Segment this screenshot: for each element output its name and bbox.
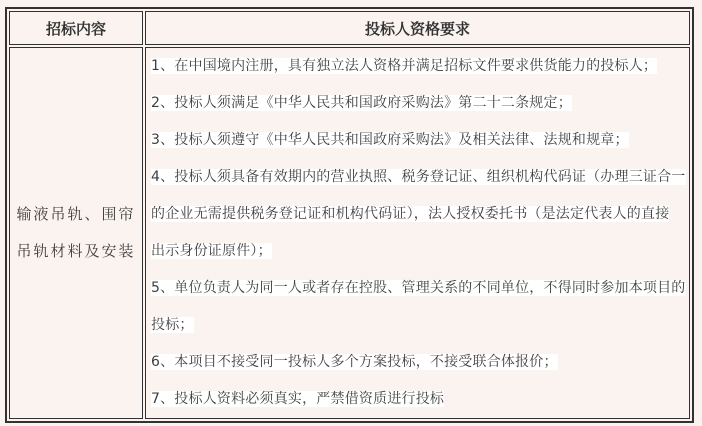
tender-requirements-table — [5, 7, 694, 423]
requirement-line-text: 2、投标人须满足《中华人民共和国政府采购法》第二十二条规定； — [151, 95, 572, 111]
requirement-line — [151, 85, 689, 122]
header-bidder-qualification-requirements: 投标人资格要求 — [145, 11, 690, 45]
requirement-line-text: 出示身份证原件）； — [151, 243, 272, 259]
bidding-content-line: 吊轨材料及安装 — [16, 242, 136, 260]
requirement-line-text: 6、本项目不接受同一投标人多个方案投标，不接受联合体报价； — [151, 354, 558, 370]
requirement-line — [151, 307, 689, 344]
table-body-row — [9, 47, 690, 419]
requirement-line — [151, 159, 689, 196]
requirement-line-text: 投标； — [151, 317, 194, 333]
requirement-line — [151, 48, 689, 85]
requirement-line — [151, 122, 689, 159]
bidding-content-line: 输液吊轨、围帘 — [16, 205, 136, 223]
requirement-line-text: 7、投标人资料必须真实，严禁借资质进行投标 — [151, 391, 445, 407]
cell-qualification-requirements — [145, 47, 690, 419]
header-bidding-content: 招标内容 — [9, 11, 143, 45]
requirement-line-text: 3、投标人须遵守《中华人民共和国政府采购法》及相关法律、法规和规章； — [151, 132, 629, 148]
requirement-line-text: 1、在中国境内注册，具有独立法人资格并满足招标文件要求供货能力的投标人； — [151, 58, 658, 74]
table-header-row — [9, 11, 690, 45]
requirement-line-text: 5、单位负责人为同一人或者存在控股、管理关系的不同单位，不得同时参加本项目的 — [151, 280, 686, 296]
requirement-line — [151, 381, 689, 418]
requirement-line — [151, 196, 689, 233]
requirement-line-text: 的企业无需提供税务登记证和机构代码证），法人授权委托书（是法定代表人的直接 — [151, 206, 670, 222]
cell-bidding-content — [9, 47, 143, 419]
requirement-line — [151, 344, 689, 381]
requirement-line-text: 4、投标人须具备有效期内的营业执照、税务登记证、组织机构代码证（办理三证合一 — [151, 169, 686, 185]
requirement-line — [151, 270, 689, 307]
requirement-line — [151, 233, 689, 270]
